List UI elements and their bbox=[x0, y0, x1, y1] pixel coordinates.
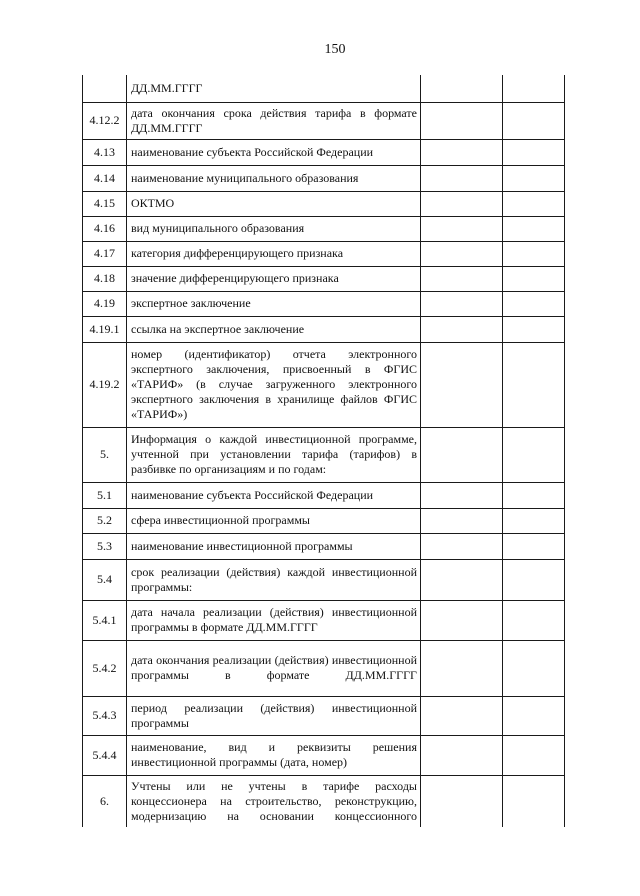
empty-cell bbox=[503, 482, 565, 508]
table-row bbox=[83, 102, 565, 139]
row-number: 6. bbox=[83, 775, 127, 827]
empty-cell bbox=[421, 427, 503, 482]
row-description: ДД.ММ.ГГГГ bbox=[127, 75, 421, 102]
table-row bbox=[83, 696, 565, 735]
empty-cell bbox=[503, 216, 565, 241]
row-number: 5.1 bbox=[83, 482, 127, 508]
row-number: 5.3 bbox=[83, 533, 127, 559]
row-number bbox=[83, 75, 127, 102]
row-number: 4.17 bbox=[83, 241, 127, 266]
row-description: ссылка на экспертное заключение bbox=[127, 316, 421, 342]
row-description: Информация о каждой инвестиционной программе, учтенной при установлении тарифа (тарифов) в разбивке по организациям и по годам: bbox=[127, 427, 421, 482]
row-description: экспертное заключение bbox=[127, 291, 421, 316]
row-description: дата окончания реализации (действия) инвестиционной программы в формате ДД.ММ.ГГГГ bbox=[127, 640, 421, 696]
empty-cell bbox=[503, 316, 565, 342]
row-number: 4.15 bbox=[83, 191, 127, 216]
row-number: 5.4 bbox=[83, 559, 127, 600]
row-number: 4.14 bbox=[83, 165, 127, 191]
row-description: период реализации (действия) инвестиционной программы bbox=[127, 696, 421, 735]
empty-cell bbox=[503, 427, 565, 482]
table-row bbox=[83, 216, 565, 241]
empty-cell bbox=[421, 696, 503, 735]
table-row bbox=[83, 640, 565, 696]
row-number: 4.19.2 bbox=[83, 342, 127, 427]
row-number: 4.16 bbox=[83, 216, 127, 241]
empty-cell bbox=[503, 533, 565, 559]
row-description: наименование инвестиционной программы bbox=[127, 533, 421, 559]
row-description: сфера инвестиционной программы bbox=[127, 508, 421, 533]
empty-cell bbox=[421, 266, 503, 291]
table-row bbox=[83, 191, 565, 216]
empty-cell bbox=[503, 559, 565, 600]
table-row bbox=[83, 266, 565, 291]
page-number: 150 bbox=[324, 42, 346, 57]
empty-cell bbox=[421, 102, 503, 139]
empty-cell bbox=[503, 102, 565, 139]
row-number: 4.19 bbox=[83, 291, 127, 316]
row-description: категория дифференцирующего признака bbox=[127, 241, 421, 266]
empty-cell bbox=[421, 216, 503, 241]
empty-cell bbox=[503, 696, 565, 735]
table-row bbox=[83, 241, 565, 266]
row-description: наименование, вид и реквизиты решения инвестиционной программы (дата, номер) bbox=[127, 735, 421, 775]
table-row bbox=[83, 482, 565, 508]
empty-cell bbox=[503, 241, 565, 266]
empty-cell bbox=[421, 640, 503, 696]
row-number: 4.12.2 bbox=[83, 102, 127, 139]
empty-cell bbox=[503, 139, 565, 165]
empty-cell bbox=[421, 165, 503, 191]
row-description: вид муниципального образования bbox=[127, 216, 421, 241]
row-number: 5. bbox=[83, 427, 127, 482]
row-description: дата окончания срока действия тарифа в формате ДД.ММ.ГГГГ bbox=[127, 102, 421, 139]
row-description: наименование муниципального образования bbox=[127, 165, 421, 191]
row-number: 5.4.4 bbox=[83, 735, 127, 775]
row-number: 5.4.3 bbox=[83, 696, 127, 735]
table-row bbox=[83, 559, 565, 600]
row-description: срок реализации (действия) каждой инвестиционной программы: bbox=[127, 559, 421, 600]
empty-cell bbox=[421, 241, 503, 266]
table-row bbox=[83, 600, 565, 640]
empty-cell bbox=[503, 735, 565, 775]
table-row bbox=[83, 508, 565, 533]
table-row bbox=[83, 165, 565, 191]
row-description: ОКТМО bbox=[127, 191, 421, 216]
empty-cell bbox=[421, 508, 503, 533]
empty-cell bbox=[421, 191, 503, 216]
empty-cell bbox=[503, 165, 565, 191]
table-row bbox=[83, 316, 565, 342]
table-row bbox=[83, 291, 565, 316]
empty-cell bbox=[421, 533, 503, 559]
empty-cell bbox=[503, 75, 565, 102]
row-number: 4.13 bbox=[83, 139, 127, 165]
row-number: 5.2 bbox=[83, 508, 127, 533]
empty-cell bbox=[503, 508, 565, 533]
empty-cell bbox=[421, 342, 503, 427]
data-table bbox=[82, 75, 565, 827]
empty-cell bbox=[421, 775, 503, 827]
row-description: дата начала реализации (действия) инвестиционной программы в формате ДД.ММ.ГГГГ bbox=[127, 600, 421, 640]
empty-cell bbox=[503, 342, 565, 427]
empty-cell bbox=[421, 291, 503, 316]
row-description: значение дифференцирующего признака bbox=[127, 266, 421, 291]
row-description: номер (идентификатор) отчета электронного экспертного заключения, присвоенный в ФГИС «ТАРИФ» (в случае загруженного электронного экспертного заключения в хранилище файлов ФГИС «ТАРИФ») bbox=[127, 342, 421, 427]
empty-cell bbox=[503, 291, 565, 316]
table-row bbox=[83, 75, 565, 102]
row-description: наименование субъекта Российской Федерации bbox=[127, 482, 421, 508]
empty-cell bbox=[421, 600, 503, 640]
row-description: Учтены или не учтены в тарифе расходы концессионера на строительство, реконструкцию, модернизацию на основании концессионного bbox=[127, 775, 421, 827]
empty-cell bbox=[503, 191, 565, 216]
table-row bbox=[83, 139, 565, 165]
empty-cell bbox=[503, 775, 565, 827]
empty-cell bbox=[421, 735, 503, 775]
empty-cell bbox=[421, 559, 503, 600]
table-row bbox=[83, 533, 565, 559]
row-number: 4.18 bbox=[83, 266, 127, 291]
empty-cell bbox=[503, 266, 565, 291]
empty-cell bbox=[421, 75, 503, 102]
empty-cell bbox=[421, 139, 503, 165]
table-row bbox=[83, 735, 565, 775]
table-row bbox=[83, 427, 565, 482]
row-number: 5.4.2 bbox=[83, 640, 127, 696]
empty-cell bbox=[503, 640, 565, 696]
row-description: наименование субъекта Российской Федерации bbox=[127, 139, 421, 165]
table-row bbox=[83, 342, 565, 427]
table-row bbox=[83, 775, 565, 827]
row-number: 5.4.1 bbox=[83, 600, 127, 640]
empty-cell bbox=[421, 316, 503, 342]
empty-cell bbox=[421, 482, 503, 508]
row-number: 4.19.1 bbox=[83, 316, 127, 342]
empty-cell bbox=[503, 600, 565, 640]
